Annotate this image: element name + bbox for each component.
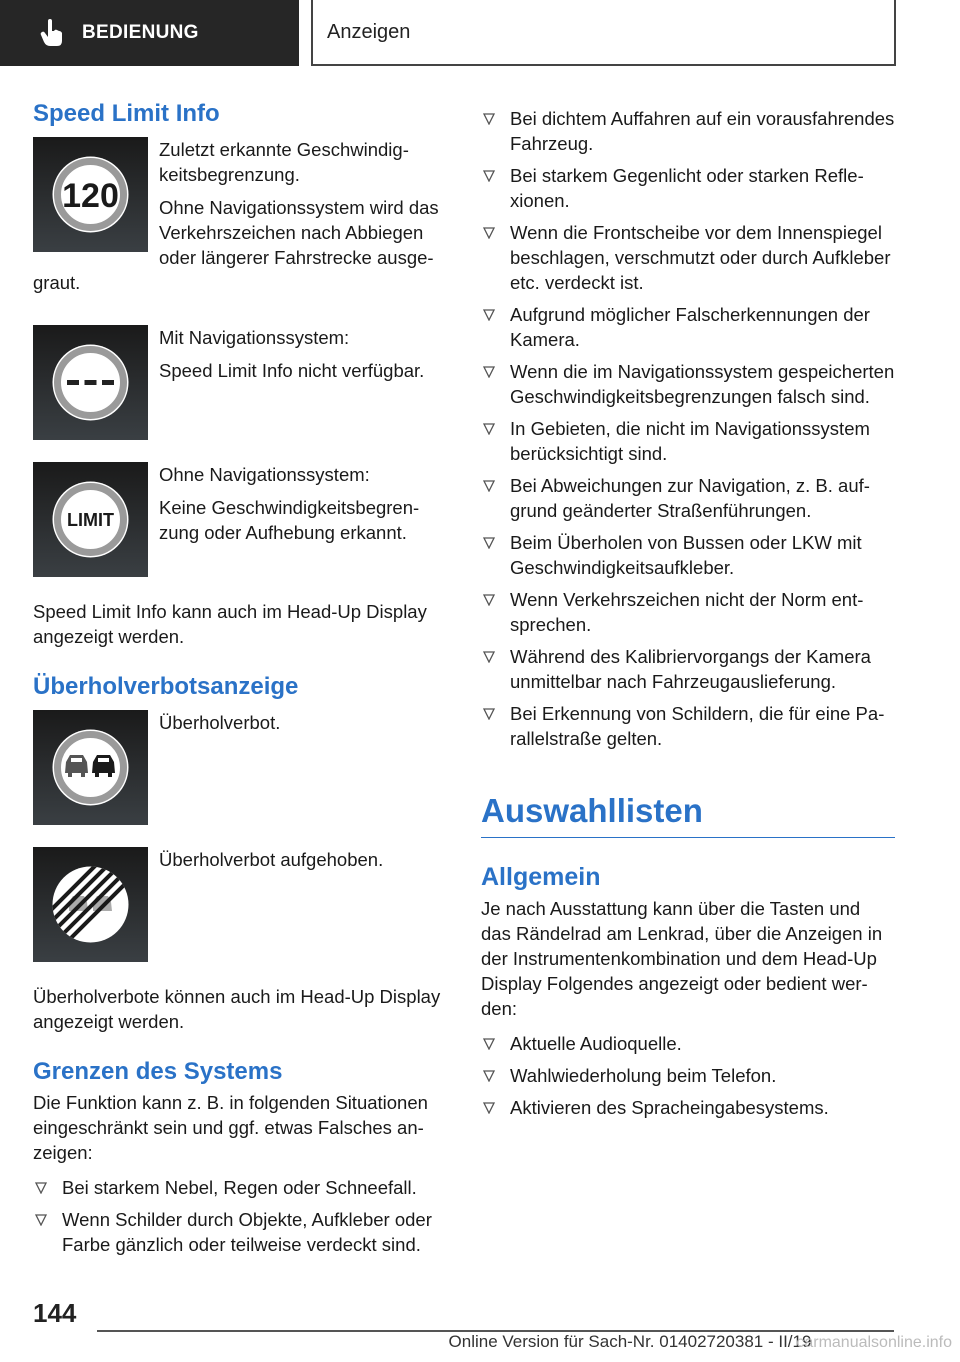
limit-sign-icon bbox=[33, 462, 148, 577]
triangle-bullet-icon bbox=[483, 1070, 495, 1082]
chapter-label: Anzeigen bbox=[327, 20, 411, 43]
section-tab bbox=[0, 0, 299, 66]
list-item: Wenn Schilder durch Objekte, Aufkleber oder Farbe gänzlich oder teilweise verdeckt sind. bbox=[33, 1207, 448, 1257]
triangle-bullet-icon bbox=[483, 651, 495, 663]
triangle-bullet-icon bbox=[483, 366, 495, 378]
speed-limit-120-icon bbox=[33, 137, 148, 252]
no-overtaking-sign bbox=[33, 710, 148, 825]
right-column bbox=[481, 106, 895, 1127]
chapter-tab bbox=[311, 0, 896, 66]
list-item: Aktuelle Audioquelle. bbox=[481, 1031, 895, 1056]
selection-intro: Je nach Ausstattung kann über die Tasten und das Rändelrad am Lenkrad, über die Anzeigen in der Instrumentenkombination und dem Head-Up Display Folgendes angezeigt oder bedient werden: bbox=[481, 897, 883, 1019]
speed-limit-na-block bbox=[33, 325, 448, 440]
triangle-bullet-icon bbox=[483, 594, 495, 606]
triangle-bullet-icon bbox=[35, 1182, 47, 1194]
watermark: carmanualsonline.info bbox=[796, 1334, 952, 1351]
triangle-bullet-icon bbox=[483, 708, 495, 720]
left-column bbox=[33, 100, 448, 1264]
list-item: Beim Überholen von Bussen oder LKW mit Geschwindigkeitsaufkleber. bbox=[481, 530, 895, 580]
triangle-bullet-icon bbox=[483, 227, 495, 239]
limit-sign-value: LIMIT bbox=[67, 509, 114, 530]
speed-limit-none-text1: Ohne Navigationssystem: bbox=[159, 463, 370, 485]
no-overtaking-icon bbox=[33, 710, 148, 825]
limits-intro: Die Funktion kann z. B. in folgenden Situationen eingeschränkt sein und ggf. etwas Falsches anzeigen: bbox=[33, 1092, 428, 1164]
page-number: 144 bbox=[33, 1298, 77, 1328]
speed-limit-hud-text: Speed Limit Info kann auch im Head-Up Display angezeigt werden. bbox=[33, 600, 427, 647]
triangle-bullet-icon bbox=[483, 170, 495, 182]
list-item: Bei Abweichungen zur Navigation, z. B. aufgrund geänderter Straßenführungen. bbox=[481, 473, 895, 523]
overtaking-lifted-block bbox=[33, 847, 448, 962]
triangle-bullet-icon bbox=[483, 1038, 495, 1050]
speed-limit-na-text1: Mit Navigationssystem: bbox=[159, 326, 350, 348]
speed-limit-120-sign bbox=[33, 137, 148, 252]
speed-limit-na-text2: Speed Limit Info nicht verfügbar. bbox=[159, 359, 425, 381]
list-item: Wenn Verkehrszeichen nicht der Norm entsprechen. bbox=[481, 587, 895, 637]
list-item: Aktivieren des Spracheingabesystems. bbox=[481, 1095, 895, 1120]
list-item: Wahlwiederholung beim Telefon. bbox=[481, 1063, 895, 1088]
overtaking-hud-text: Überholverbote können auch im Head-Up Display angezeigt werden. bbox=[33, 985, 441, 1032]
triangle-bullet-icon bbox=[483, 480, 495, 492]
triangle-bullet-icon bbox=[483, 537, 495, 549]
triangle-bullet-icon bbox=[483, 113, 495, 125]
list-item: Bei starkem Gegenlicht oder starken Reflexionen. bbox=[481, 163, 895, 213]
overtaking-lifted-text: Überholverbot aufgehoben. bbox=[159, 848, 384, 870]
speed-limit-none-block bbox=[33, 462, 448, 577]
no-overtaking-text: Überholverbot. bbox=[159, 711, 281, 733]
list-item: Bei dichtem Auffahren auf ein vorausfahrendes Fahrzeug. bbox=[481, 106, 895, 156]
hand-pointer-icon bbox=[40, 19, 64, 47]
speed-limit-120-text1: Zuletzt erkannte Geschwindigkeitsbegrenzung. bbox=[159, 138, 409, 185]
list-item: Bei Erkennung von Schildern, die für eine Parallelstraße gelten. bbox=[481, 701, 895, 751]
speed-limit-unavailable-sign bbox=[33, 325, 148, 440]
list-item: Während des Kalibriervorgangs der Kamera unmittelbar nach Fahrzeugauslieferung. bbox=[481, 644, 895, 694]
no-overtaking-block bbox=[33, 710, 448, 825]
dashes-sign-icon bbox=[33, 325, 148, 440]
general-subheading: Allgemein bbox=[481, 862, 601, 891]
list-item: Aufgrund möglicher Falscherkennungen der Kamera. bbox=[481, 302, 895, 352]
triangle-bullet-icon bbox=[483, 423, 495, 435]
list-item: Wenn die Frontscheibe vor dem Innenspiegel beschlagen, verschmutzt oder durch Aufkleber etc. verdeckt ist. bbox=[481, 220, 895, 295]
speed-limit-heading: Speed Limit Info bbox=[33, 100, 220, 127]
triangle-bullet-icon bbox=[483, 1102, 495, 1114]
overtaking-lifted-sign bbox=[33, 847, 148, 962]
limits-heading: Grenzen des Systems bbox=[33, 1057, 283, 1085]
list-item: Bei starkem Nebel, Regen oder Schneefall. bbox=[33, 1175, 448, 1200]
triangle-bullet-icon bbox=[483, 309, 495, 321]
limits-list-continued bbox=[481, 106, 895, 751]
section-label: BEDIENUNG bbox=[82, 22, 199, 43]
selection-lists-heading: Auswahllisten bbox=[481, 791, 895, 838]
page-header bbox=[0, 0, 960, 66]
list-item: In Gebieten, die nicht im Navigationssystem berücksichtigt sind. bbox=[481, 416, 895, 466]
overtaking-lifted-icon bbox=[33, 847, 148, 962]
speed-limit-120-block bbox=[33, 137, 448, 303]
overtaking-heading: Überholverbotsanzeige bbox=[33, 672, 299, 700]
triangle-bullet-icon bbox=[35, 1214, 47, 1226]
list-item: Wenn die im Navigationssystem gespeicherten Geschwindigkeitsbegrenzungen falsch sind. bbox=[481, 359, 895, 409]
speed-limit-120-value: 120 bbox=[62, 176, 119, 215]
speed-limit-none-text2: Keine Geschwindigkeitsbegrenzung oder Aufhebung erkannt. bbox=[159, 496, 420, 543]
speed-limit-120-text2: Ohne Navigationssystem wird das Verkehrszeichen nach Abbiegen oder längerer Fahrstrecke ausgegraut. bbox=[33, 196, 439, 293]
limit-sign bbox=[33, 462, 148, 577]
footer-version-text: Online Version für Sach-Nr. 01402720381 - II/19 bbox=[448, 1332, 812, 1351]
